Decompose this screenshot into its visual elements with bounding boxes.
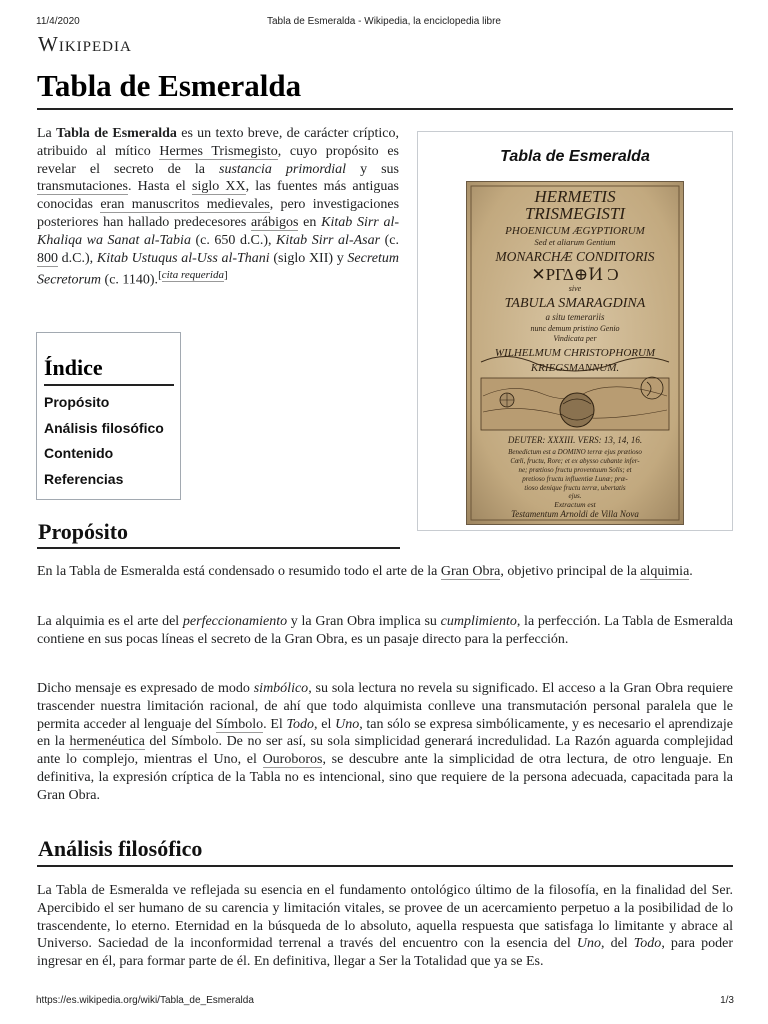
proposito-paragraph-3: Dicho mensaje es expresado de modo simbólico, su sola lectura no revela su significado. El acceso a la Gran Obra requiere trascender nuestra limitación racional, de ahí que todo alquimista conlleve una transmutación personal paralela que le permita acceder al lenguaje del Símbolo. El Todo, el Uno, tan sólo se expresa simbólicamente, y es necesario el aprendizaje en la hermenéutica del Símbolo. De no ser así, su sola simplicidad generará incredulidad. La Razón aguarda complejidad ante lo complejo, mientras el Uno, el Ouroboros, se descubre ante la simplicidad de otra lectura, de otro lenguaje. En definitiva, la expresión críptica de la Tabla no es intencional, sino que requiere de la persona adecuada, capacitada para la Gran Obra. xyxy=(37,681,734,803)
section-divider-proposito xyxy=(37,547,400,549)
engraving-text-line: tioso denique fructu terræ, ubertatis xyxy=(524,484,626,492)
engraving-text-line: Extractum est xyxy=(554,500,596,509)
tabula-smaragdina-engraving xyxy=(467,182,683,524)
proposito-paragraph-2: La alquimia es el arte del perfeccionamiento y la Gran Obra implica su cumplimiento, la perfección. La Tabla de Esmeralda contiene en sus pocas líneas el secreto de la Gran Obra, es un pasaje directo para la perfección. xyxy=(37,614,734,647)
citation-needed[interactable]: [cita requerida] xyxy=(158,269,228,282)
engraving-text-line: a situ temerariis xyxy=(545,312,605,322)
engraving-text-line: HERMETIS xyxy=(534,187,616,206)
engraving-text-line: Vindicata per xyxy=(553,334,597,343)
intro-paragraph: La Tabla de Esmeralda es un texto breve, de carácter críptico, atribuido al mítico Hermes Trismegisto, cuyo propósito es revelar el secreto de la sustancia primordial y sus transmutaciones. Hasta el siglo XX, las fuentes más antiguas conocidas eran manuscritos medievales, pero investigaciones posteriores han hallado predecesores arábigos en Kitab Sirr al-Khaliqa wa Sanat al-Tabia (c. 650 d.C.), Kitab Sirr al-Asar (c. 800 d.C.), Kitab Ustuqus al-Uss al-Thani (siglo XII) y Secretum Secretorum (c. 1140).[cita requerida] xyxy=(37,126,400,289)
engraving-text-line: MONARCHÆ CONDITORIS xyxy=(495,249,655,264)
proposito-paragraph-1: En la Tabla de Esmeralda está condensado o resumido todo el arte de la Gran Obra, objetivo principal de la alquimia. xyxy=(37,564,693,579)
analisis-paragraph-1: La Tabla de Esmeralda ve reflejada su esencia en el fundamento ontológico último de la filosofía, en la finalidad del Ser. Apercibido el ser humano de su carencia y limitación vitales, se provee de un acercamiento perpetuo a la posibilidad de lo trascendente, lo eterno. Eternidad en la búsqueda de lo absoluto, aquella respuesta que satisfaga lo limitante y abrace al Universo. Saciedad de la inconformidad terrenal a través del encuentro con la esencia del Uno, del Todo, para poder ingresar en él, para formar parte de él. En definitiva, llegar a Ser la Totalidad que ya se Es. xyxy=(37,883,733,970)
engraving-text-line: DEUTER: XXXIII. VERS: 13, 14, 16. xyxy=(507,435,643,445)
toc-item-analisis[interactable]: Análisis filosófico xyxy=(44,419,164,436)
engraving-text-line: TABULA SMARAGDINA xyxy=(504,296,646,311)
link-hermeneutica[interactable]: hermenéutica xyxy=(69,734,145,750)
page-number: 1/3 xyxy=(720,995,734,1006)
link-siglo-xx[interactable]: siglo XX xyxy=(192,179,246,195)
link-cita-requerida[interactable]: cita requerida xyxy=(161,269,224,282)
engraving-text-line: nunc demum pristino Genio xyxy=(530,324,620,333)
bold-term: Tabla de Esmeralda xyxy=(56,126,177,141)
engraving-text-line: Cœli, fructu, Rore; et ex abysso cubante infer- xyxy=(510,457,640,465)
link-800[interactable]: 800 xyxy=(37,250,58,266)
title-divider xyxy=(37,108,733,110)
print-url: https://es.wikipedia.org/wiki/Tabla_de_Esmeralda xyxy=(36,995,254,1006)
toc-item-contenido[interactable]: Contenido xyxy=(44,445,114,461)
engraving-text-line: ejus. xyxy=(568,492,582,500)
engraving-text-line: TRISMEGISTI xyxy=(524,204,626,223)
page-title: Tabla de Esmeralda xyxy=(37,68,302,103)
engraving-text-line: Testamentum Arnoldi de Villa Nova xyxy=(511,509,639,519)
engraving-text-line: WILHELMUM CHRISTOPHORUM xyxy=(494,347,656,359)
print-title: Tabla de Esmeralda - Wikipedia, la enciclopedia libre xyxy=(266,16,501,27)
engraving-text-line: Benedictum est a DOMINO terræ ejus prætioso xyxy=(508,448,642,456)
link-transmutaciones[interactable]: transmutaciones xyxy=(37,179,128,195)
section-divider-analisis xyxy=(37,865,733,867)
engraving-text-line: Sed et aliarum Gentium xyxy=(534,237,616,247)
link-hermes-trismegisto[interactable]: Hermes Trismegisto xyxy=(159,143,278,159)
link-simbolo[interactable]: Símbolo xyxy=(215,716,264,732)
toc-heading: Índice xyxy=(44,355,103,380)
link-manuscritos[interactable]: eran manuscritos medievales xyxy=(100,197,270,213)
engraving-text-line: pretioso fructu influentiæ Lunæ; præ- xyxy=(522,475,628,483)
toc-list xyxy=(44,394,164,496)
section-heading-analisis: Análisis filosófico xyxy=(38,836,203,861)
toc-item-referencias[interactable]: Referencias xyxy=(44,470,124,487)
engraving-text-line: sive xyxy=(568,284,582,293)
table-of-contents xyxy=(36,332,181,500)
section-heading-proposito: Propósito xyxy=(38,519,129,544)
print-date: 11/4/2020 xyxy=(36,16,80,27)
link-alquimia[interactable]: alquimia xyxy=(640,564,690,579)
link-arabigos[interactable]: arábigos xyxy=(251,214,299,230)
engraving-text-line: ✕ΡΓΔ⊕Ͷ Ͻ xyxy=(531,265,619,284)
infobox-caption: Tabla de Esmeralda xyxy=(500,148,650,165)
link-gran-obra[interactable]: Gran Obra xyxy=(440,564,501,579)
infobox xyxy=(417,131,733,531)
engraving-text-line: ne; prætioso fructu proventuum Solis; et xyxy=(518,466,632,474)
toc-item-proposito[interactable]: Propósito xyxy=(44,394,110,410)
link-ouroboros[interactable]: Ouroboros xyxy=(262,752,323,768)
wikipedia-logo[interactable]: Wikipedia xyxy=(38,32,132,56)
engraving-text-line: KRIEGSMANNUM. xyxy=(530,362,620,374)
infobox-image[interactable] xyxy=(466,181,684,525)
engraving-text-line: PHOENICUM ÆGYPTIORUM xyxy=(505,225,645,237)
toc-divider xyxy=(44,384,174,386)
